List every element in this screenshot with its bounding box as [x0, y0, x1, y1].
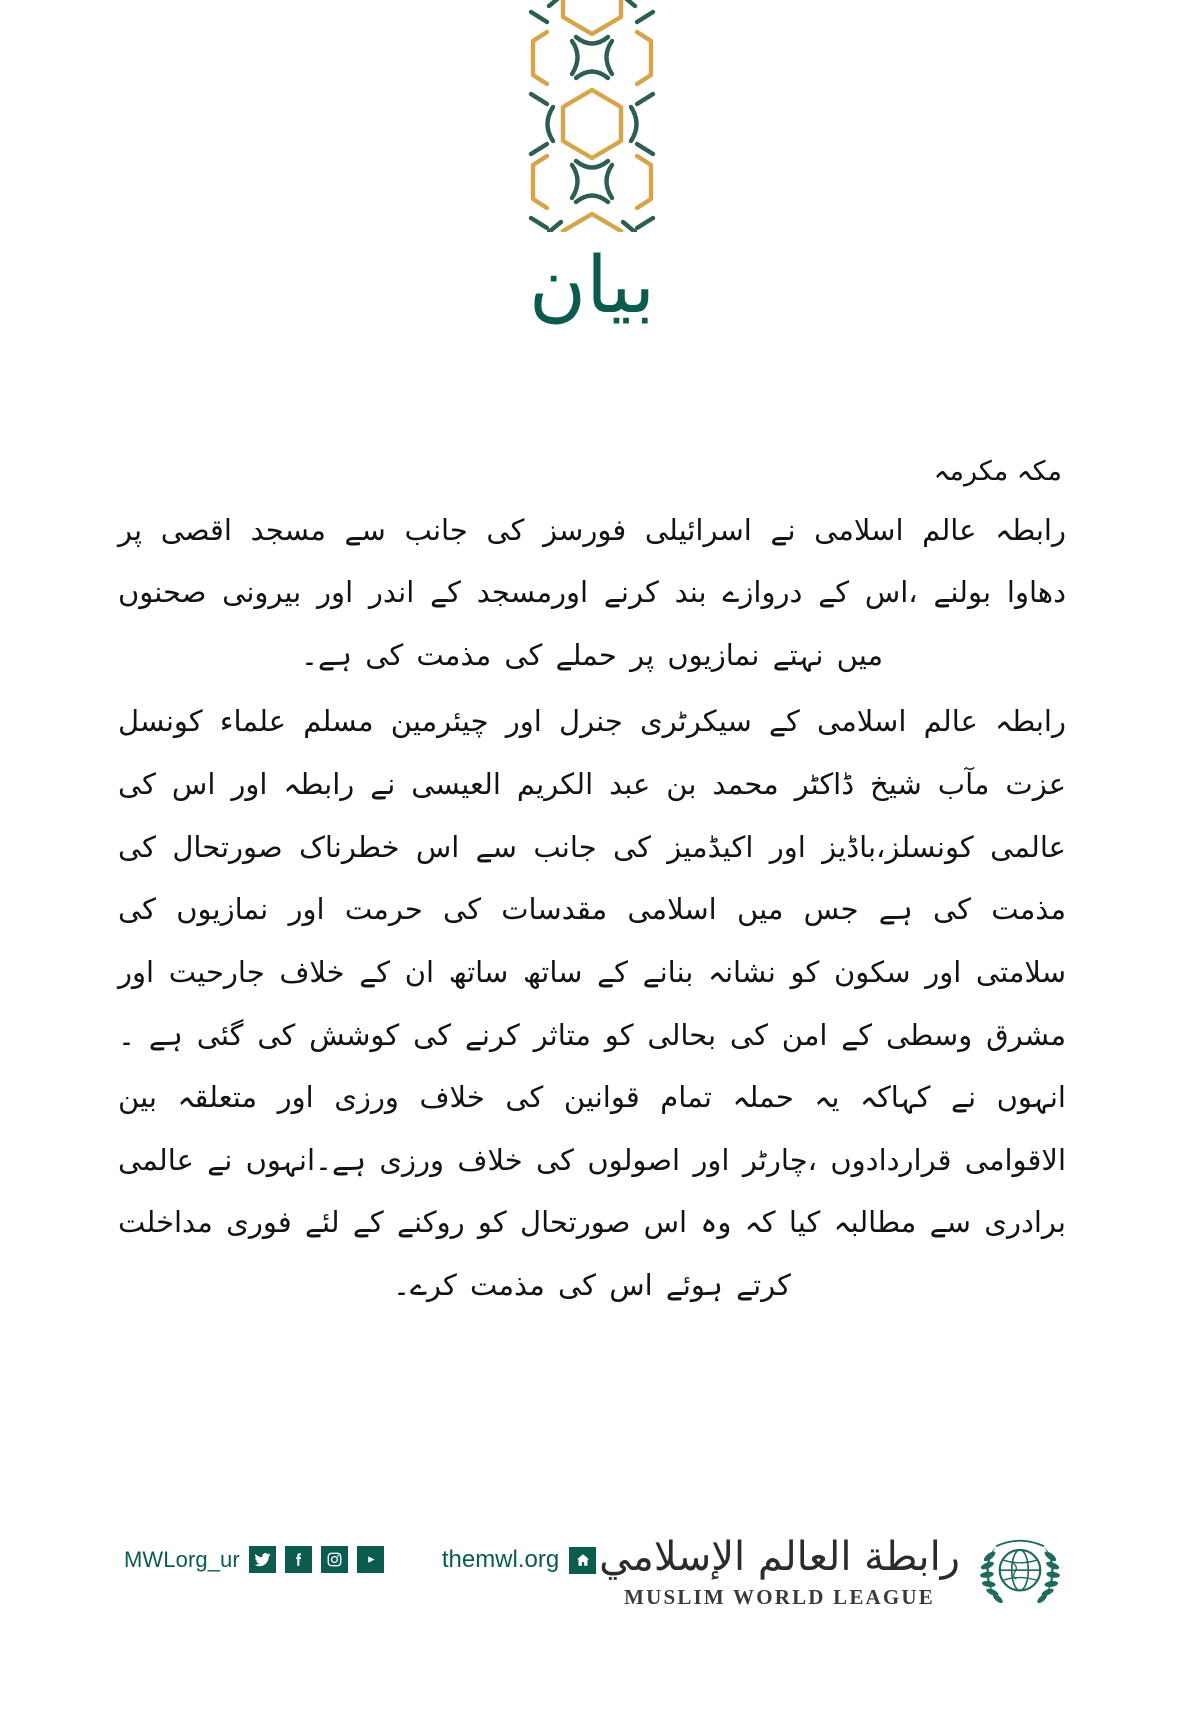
logo-text-block — [599, 1535, 960, 1610]
facebook-icon[interactable] — [285, 1546, 312, 1573]
twitter-icon[interactable] — [249, 1546, 276, 1573]
logo-arabic-name: رابطة العالم الإسلامي — [599, 1533, 960, 1580]
social-block — [118, 1546, 384, 1573]
youtube-icon[interactable] — [357, 1546, 384, 1573]
globe-wreath-emblem-icon — [974, 1526, 1066, 1618]
instagram-icon[interactable] — [321, 1546, 348, 1573]
footer — [0, 1526, 1184, 1676]
dateline: مکہ مکرمہ — [933, 456, 1062, 487]
home-icon[interactable] — [569, 1547, 596, 1574]
paragraph-2: رابطہ عالم اسلامی کے سیکرٹری جنرل اور چیئرمین مسلم علماء کونسل عزت مآب شیخ ڈاکٹر محمد بن عبد الکریم العیسی نے رابطہ اور اس کی عالمی کونسلز،باڈیز اور اکیڈمیز کی جانب سے اس خطرناک صورتحال کی مذمت کی ہے جس میں اسلامی مقدسات کی حرمت اور نمازیوں کی سلامتی اور سکون کو نشانہ بنانے کے ساتھ ساتھ ان کے خلاف جارحیت اور مشرق وسطی کے امن کی بحالی کو متاثر کرنے کی کوشش کی گئی ہے ۔انہوں نے کہاکہ یہ حملہ تمام قوانین کی خلاف ورزی اور متعلقہ بین الاقوامی قراردادوں ،چارٹر اور اصولوں کی خلاف ورزی ہے۔انہوں نے عالمی برادری سے مطالبہ کیا کہ وہ اس صورتحال کو روکنے کے لئے فوری مداخلت کرتے ہوئے اس کی مذمت کرے۔ — [118, 704, 1066, 1302]
page-title: بیان — [528, 241, 656, 331]
logo-english-name: MUSLIM WORLD LEAGUE — [624, 1584, 936, 1609]
paragraph-1: رابطہ عالم اسلامی نے اسرائیلی فورسز کی جانب سے مسجد اقصی پر دھاوا بولنے ،اس کے دروازے بند کرنے اورمسجد کے اندر اور بیرونی صحنوں میں نہتے نمازیوں پر حملے کی مذمت کی ہے۔ — [118, 512, 1066, 672]
statement-body — [118, 452, 1066, 1321]
website-block — [442, 1546, 596, 1574]
social-handle: MWLorg_ur — [124, 1546, 240, 1572]
website-url[interactable]: themwl.org — [441, 1546, 560, 1573]
geometric-hexagon-lattice-icon — [517, 0, 667, 232]
title-block — [0, 241, 1184, 331]
header-ornament — [0, 0, 1184, 232]
mwl-logo — [599, 1526, 1066, 1618]
